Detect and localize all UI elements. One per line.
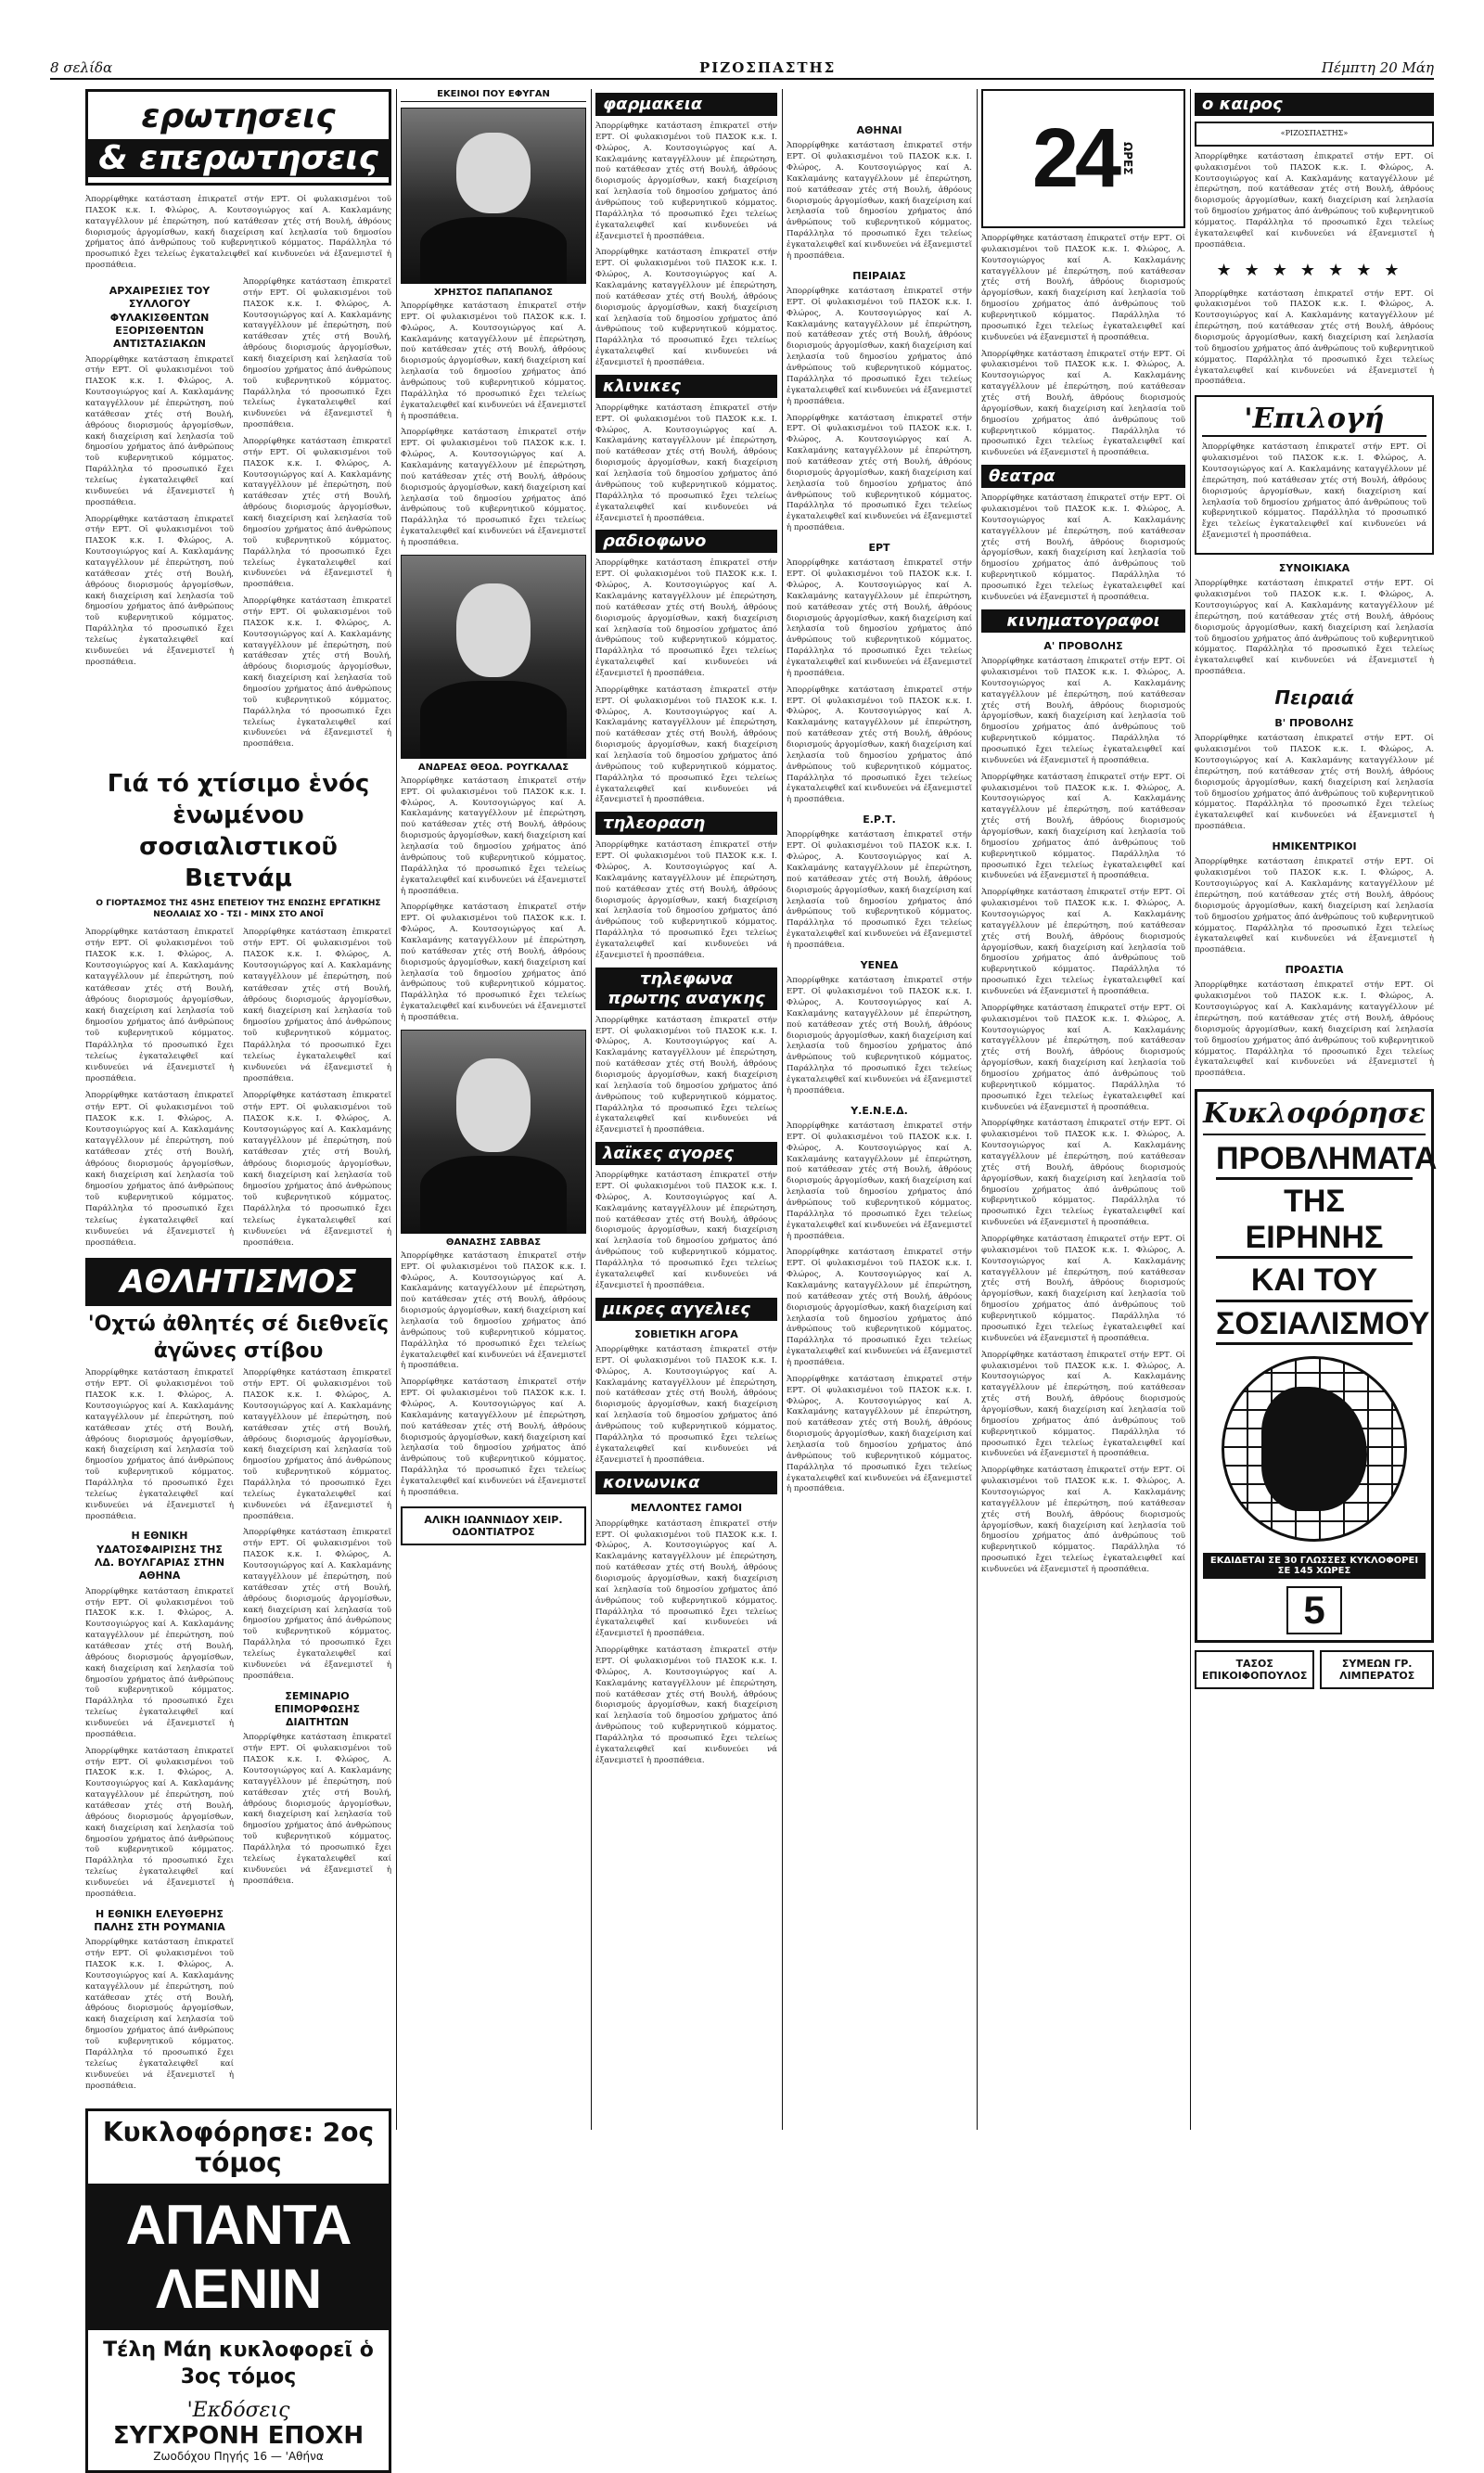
article-text: Ἀπορρίφθηκε κατάσταση ἐπικρατεῖ στήν ΕΡΤ. Οἱ φυλακισμένοι τοῦ ΠΑΣΟΚ κ.κ. Ι. Φλώρος, Α. Κουτσογιώργος καί Α. Κακλαμάνης καταγγέλλουν μέ ἐπερώτηση, πού κατάθεσαν χτές στή Βουλή, ἀθρόους διορισμούς ἀργομίσθων, κακή διαχείριση καί λεηλασία τοῦ δημοσίου χρήματος ἀπό ἀνθρώπους τοῦ κυβερνητικοῦ κόμματος. Παράλληλα τό προσωπικό ἔχει τελείως ἐγκαταλειφθεῖ καί κινδυνεύει νά ἐξανεμιστεῖ ἡ προσπάθεια. bbox=[85, 195, 391, 271]
section-heading: ΕΡΤ bbox=[868, 541, 890, 554]
weather-text: Ἀπορρίφθηκε κατάσταση ἐπικρατεῖ στήν ΕΡΤ. Οἱ φυλακισμένοι τοῦ ΠΑΣΟΚ κ.κ. Ι. Φλώρος, Α. Κουτσογιώργος καί Α. Κακλαμάνης καταγγέλλουν μέ ἐπερώτηση, πού κατάθεσαν χτές στή Βουλή, ἀθρόους διορισμούς ἀργομίσθων, κακή διαχείριση καί λεηλασία τοῦ δημοσίου χρήματος ἀπό ἀνθρώπους τοῦ κυβερνητικοῦ κόμματος. Παράλληλα τό προσωπικό ἔχει τελείως ἐγκαταλειφθεῖ καί κινδυνεύει νά ἐξανεμιστεῖ ἡ προσπάθεια. bbox=[1195, 151, 1434, 250]
title-line-1: ΠΡΟΒΛΗΜΑΤΑ bbox=[1216, 1141, 1413, 1180]
newspaper-name: «ΡΙΖΟΣΠΑΣΤΗΣ» bbox=[1280, 129, 1349, 137]
section-heading: Ε.Ρ.Τ. bbox=[863, 814, 896, 826]
column-rule bbox=[396, 89, 397, 2130]
lenin-line-3: Τέλη Μάη κυκλοφορεῖ ὁ 3ος τόμος bbox=[103, 2338, 374, 2389]
issue-number: 5 bbox=[1286, 1586, 1342, 1634]
two-column-block bbox=[85, 277, 391, 756]
vietnam-subtitle: Ο ΓΙΟΡΤΑΣΜΟΣ ΤΗΣ 45ΗΣ ΕΠΕΤΕΙΟΥ ΤΗΣ ΕΝΩΣΗΣ ΕΡΓΑΤΙΚΗΣ ΝΕΟΛΑΙΑΣ ΧΟ - ΤΣΙ - ΜΙΝΧ ΣΤΟ ΑΝΟΪ bbox=[96, 899, 381, 920]
listing-text: Ἀπορρίφθηκε κατάσταση ἐπικρατεῖ στήν ΕΡΤ. Οἱ φυλακισμένοι τοῦ ΠΑΣΟΚ κ.κ. Ι. Φλώρος, Α. Κουτσογιώργος καί Α. Κακλαμάνης καταγγέλλουν μέ ἐπερώτηση, πού κατάθεσαν χτές στή Βουλή, ἀθρόους διορισμούς ἀργομίσθων, κακή διαχείριση καί λεηλασία τοῦ δημοσίου χρήματος ἀπό ἀνθρώπους τοῦ κυβερνητικοῦ κόμματος. Παράλληλα τό προσωπικό ἔχει τελείως ἐγκαταλειφθεῖ καί κινδυνεύει νά ἐξανεμιστεῖ ἡ προσπάθεια. bbox=[595, 1015, 777, 1135]
listing-text: Ἀπορρίφθηκε κατάσταση ἐπικρατεῖ στήν ΕΡΤ. Οἱ φυλακισμένοι τοῦ ΠΑΣΟΚ κ.κ. Ι. Φλώρος, Α. Κουτσογιώργος καί Α. Κακλαμάνης καταγγέλλουν μέ ἐπερώτηση, πού κατάθεσαν χτές στή Βουλή, ἀθρόους διορισμούς ἀργομίσθων, κακή διαχείριση καί λεηλασία τοῦ δημοσίου χρήματος ἀπό ἀνθρώπους τοῦ κυβερνητικοῦ κόμματος. Παράλληλα τό προσωπικό ἔχει τελείως ἐγκαταλειφθεῖ καί κινδυνεύει νά ἐξανεμιστεῖ ἡ προσπάθεια. bbox=[787, 558, 972, 678]
listing-text: Ἀπορρίφθηκε κατάσταση ἐπικρατεῖ στήν ΕΡΤ. Οἱ φυλακισμένοι τοῦ ΠΑΣΟΚ κ.κ. Ι. Φλώρος, Α. Κουτσογιώργος καί Α. Κακλαμάνης καταγγέλλουν μέ ἐπερώτηση, πού κατάθεσαν χτές στή Βουλή, ἀθρόους διορισμούς ἀργομίσθων, κακή διαχείριση καί λεηλασία τοῦ δημοσίου χρήματος ἀπό ἀνθρώπους τοῦ κυβερνητικοῦ κόμματος. Παράλληλα τό προσωπικό ἔχει τελείως ἐγκαταλειφθεῖ καί κινδυνεύει νά ἐξανεμιστεῖ ἡ προσπάθεια. bbox=[595, 122, 777, 241]
listing-text: Ἀπορρίφθηκε κατάσταση ἐπικρατεῖ στήν ΕΡΤ. Οἱ φυλακισμένοι τοῦ ΠΑΣΟΚ κ.κ. Ι. Φλώρος, Α. Κουτσογιώργος καί Α. Κακλαμάνης καταγγέλλουν μέ ἐπερώτηση, πού κατάθεσαν χτές στή Βουλή, ἀθρόους διορισμούς ἀργομίσθων, κακή διαχείριση καί λεηλασία τοῦ δημοσίου χρήματος ἀπό ἀνθρώπους τοῦ κυβερνητικοῦ κόμματος. Παράλληλα τό προσωπικό ἔχει τελείως ἐγκαταλειφθεῖ καί κινδυνεύει νά ἐξανεμιστεῖ ἡ προσπάθεια. bbox=[1195, 734, 1434, 832]
obituary-name: ΑΝΔΡΕΑΣ ΘΕΟΔ. ΡΟΥΓΚΑΛΑΣ bbox=[417, 762, 569, 773]
clinics-header: κλινικες bbox=[595, 375, 777, 398]
sports-header: ΑΘΛΗΤΙΣΜΟΣ bbox=[85, 1258, 391, 1306]
listing-text: Ἀπορρίφθηκε κατάσταση ἐπικρατεῖ στήν ΕΡΤ. Οἱ φυλακισμένοι τοῦ ΠΑΣΟΚ κ.κ. Ι. Φλώρος, Α. Κουτσογιώργος καί Α. Κακλαμάνης καταγγέλλουν μέ ἐπερώτηση, πού κατάθεσαν χτές στή Βουλή, ἀθρόους διορισμούς ἀργομίσθων, κακή διαχείριση καί λεηλασία τοῦ δημοσίου χρήματος ἀπό ἀνθρώπους τοῦ κυβερνητικοῦ κόμματος. Παράλληλα τό προσωπικό ἔχει τελείως ἐγκαταλειφθεῖ καί κινδυνεύει νά ἐξανεμιστεῖ ἡ προσπάθεια. bbox=[981, 1003, 1185, 1112]
hours-number: 24 bbox=[1031, 111, 1119, 205]
section-heading: Υ.Ε.Ν.Ε.Δ. bbox=[851, 1104, 908, 1117]
portrait-photo bbox=[401, 1030, 586, 1234]
listing-text: Ἀπορρίφθηκε κατάσταση ἐπικρατεῖ στήν ΕΡΤ. Οἱ φυλακισμένοι τοῦ ΠΑΣΟΚ κ.κ. Ι. Φλώρος, Α. Κουτσογιώργος καί Α. Κακλαμάνης καταγγέλλουν μέ ἐπερώτηση, πού κατάθεσαν χτές στή Βουλή, ἀθρόους διορισμούς ἀργομίσθων, κακή διαχείριση καί λεηλασία τοῦ δημοσίου χρήματος ἀπό ἀνθρώπους τοῦ κυβερνητικοῦ κόμματος. Παράλληλα τό προσωπικό ἔχει τελείως ἐγκαταλειφθεῖ καί κινδυνεύει νά ἐξανεμιστεῖ ἡ προσπάθεια. bbox=[787, 1374, 972, 1494]
article-text: Ἀπορρίφθηκε κατάσταση ἐπικρατεῖ στήν ΕΡΤ. Οἱ φυλακισμένοι τοῦ ΠΑΣΟΚ κ.κ. Ι. Φλώρος, Α. Κουτσογιώργος καί Α. Κακλαμάνης καταγγέλλουν μέ ἐπερώτηση, πού κατάθεσαν χτές στή Βουλή, ἀθρόους διορισμούς ἀργομίσθων, κακή διαχείριση καί λεηλασία τοῦ δημοσίου χρήματος ἀπό ἀνθρώπους τοῦ κυβερνητικοῦ κόμματος. Παράλληλα τό προσωπικό ἔχει τελείως ἐγκαταλειφθεῖ καί κινδυνεύει νά ἐξανεμιστεῖ ἡ προσπάθεια. bbox=[243, 1091, 391, 1249]
article-text: Ἀπορρίφθηκε κατάσταση ἐπικρατεῖ στήν ΕΡΤ. Οἱ φυλακισμένοι τοῦ ΠΑΣΟΚ κ.κ. Ι. Φλώρος, Α. Κουτσογιώργος καί Α. Κακλαμάνης καταγγέλλουν μέ ἐπερώτηση, πού κατάθεσαν χτές στή Βουλή, ἀθρόους διορισμούς ἀργομίσθων, κακή διαχείριση καί λεηλασία τοῦ δημοσίου χρήματος ἀπό ἀνθρώπους τοῦ κυβερνητικοῦ κόμματος. Παράλληλα τό προσωπικό ἔχει τελείως ἐγκαταλειφθεῖ καί κινδυνεύει νά ἐξανεμιστεῖ ἡ προσπάθεια. bbox=[85, 1091, 234, 1249]
24-hours-box bbox=[981, 89, 1185, 228]
social-header: κοινωνικα bbox=[595, 1471, 777, 1494]
banner-line-2: & επερωτησεις bbox=[88, 139, 389, 177]
magazine-title bbox=[1203, 1141, 1438, 1344]
column-services bbox=[595, 89, 777, 1773]
article-text: Ἀπορρίφθηκε κατάσταση ἐπικρατεῖ στήν ΕΡΤ. Οἱ φυλακισμένοι τοῦ ΠΑΣΟΚ κ.κ. Ι. Φλώρος, Α. Κουτσογιώργος καί Α. Κακλαμάνης καταγγέλλουν μέ ἐπερώτηση, πού κατάθεσαν χτές στή Βουλή, ἀθρόους διορισμούς ἀργομίσθων, κακή διαχείριση καί λεηλασία τοῦ δημοσίου χρήματος ἀπό ἀνθρώπους τοῦ κυβερνητικοῦ κόμματος. Παράλληλα τό προσωπικό ἔχει τελείως ἐγκαταλειφθεῖ καί κινδυνεύει νά ἐξανεμιστεῖ ἡ προσπάθεια. bbox=[401, 1377, 586, 1497]
section-heading: ΣΕΜΙΝΑΡΙΟ ΕΠΙΜΟΡΦΩΣΗΣ ΔΙΑΙΤΗΤΩΝ bbox=[274, 1689, 361, 1729]
dentist-advert bbox=[401, 1506, 586, 1545]
listing-text: Ἀπορρίφθηκε κατάσταση ἐπικρατεῖ στήν ΕΡΤ. Οἱ φυλακισμένοι τοῦ ΠΑΣΟΚ κ.κ. Ι. Φλώρος, Α. Κουτσογιώργος καί Α. Κακλαμάνης καταγγέλλουν μέ ἐπερώτηση, πού κατάθεσαν χτές στή Βουλή, ἀθρόους διορισμούς ἀργομίσθων, κακή διαχείριση καί λεηλασία τοῦ δημοσίου χρήματος ἀπό ἀνθρώπους τοῦ κυβερνητικοῦ κόμματος. Παράλληλα τό προσωπικό ἔχει τελείως ἐγκαταλειφθεῖ καί κινδυνεύει νά ἐξανεμιστεῖ ἡ προσπάθεια. bbox=[595, 1646, 777, 1765]
article-text: Ἀπορρίφθηκε κατάσταση ἐπικρατεῖ στήν ΕΡΤ. Οἱ φυλακισμένοι τοῦ ΠΑΣΟΚ κ.κ. Ι. Φλώρος, Α. Κουτσογιώργος καί Α. Κακλαμάνης καταγγέλλουν μέ ἐπερώτηση, πού κατάθεσαν χτές στή Βουλή, ἀθρόους διορισμούς ἀργομίσθων, κακή διαχείριση καί λεηλασία τοῦ δημοσίου χρήματος ἀπό ἀνθρώπους τοῦ κυβερνητικοῦ κόμματος. Παράλληλα τό προσωπικό ἔχει τελείως ἐγκαταλειφθεῖ καί κινδυνεύει νά ἐξανεμιστεῖ ἡ προσπάθεια. bbox=[85, 514, 234, 667]
section-heading: ΠΕΙΡΑΙΑΣ bbox=[852, 269, 906, 282]
listing-text: Ἀπορρίφθηκε κατάσταση ἐπικρατεῖ στήν ΕΡΤ. Οἱ φυλακισμένοι τοῦ ΠΑΣΟΚ κ.κ. Ι. Φλώρος, Α. Κουτσογιώργος καί Α. Κακλαμάνης καταγγέλλουν μέ ἐπερώτηση, πού κατάθεσαν χτές στή Βουλή, ἀθρόους διορισμούς ἀργομίσθων, κακή διαχείριση καί λεηλασία τοῦ δημοσίου χρήματος ἀπό ἀνθρώπους τοῦ κυβερνητικοῦ κόμματος. Παράλληλα τό προσωπικό ἔχει τελείως ἐγκαταλειφθεῖ καί κινδυνεύει νά ἐξανεμιστεῖ ἡ προσπάθεια. bbox=[787, 685, 972, 805]
obituary-name: ΘΑΝΑΣΗΣ ΣΑΒΒΑΣ bbox=[445, 1236, 542, 1248]
article-text: Ἀπορρίφθηκε κατάσταση ἐπικρατεῖ στήν ΕΡΤ. Οἱ φυλακισμένοι τοῦ ΠΑΣΟΚ κ.κ. Ι. Φλώρος, Α. Κουτσογιώργος καί Α. Κακλαμάνης καταγγέλλουν μέ ἐπερώτηση, πού κατάθεσαν χτές στή Βουλή, ἀθρόους διορισμούς ἀργομίσθων, κακή διαχείριση καί λεηλασία τοῦ δημοσίου χρήματος ἀπό ἀνθρώπους τοῦ κυβερνητικοῦ κόμματος. Παράλληλα τό προσωπικό ἔχει τελείως ἐγκαταλειφθεῖ καί κινδυνεύει νά ἐξανεμιστεῖ ἡ προσπάθεια. bbox=[243, 1528, 391, 1681]
two-column-block bbox=[85, 1368, 391, 2097]
page-header bbox=[50, 59, 1434, 80]
pharmacies-header: φαρμακεια bbox=[595, 93, 777, 116]
listing-text: Ἀπορρίφθηκε κατάσταση ἐπικρατεῖ στήν ΕΡΤ. Οἱ φυλακισμένοι τοῦ ΠΑΣΟΚ κ.κ. Ι. Φλώρος, Α. Κουτσογιώργος καί Α. Κακλαμάνης καταγγέλλουν μέ ἐπερώτηση, πού κατάθεσαν χτές στή Βουλή, ἀθρόους διορισμούς ἀργομίσθων, κακή διαχείριση καί λεηλασία τοῦ δημοσίου χρήματος ἀπό ἀνθρώπους τοῦ κυβερνητικοῦ κόμματος. Παράλληλα τό προσωπικό ἔχει τελείως ἐγκαταλειφθεῖ καί κινδυνεύει νά ἐξανεμιστεῖ ἡ προσπάθεια. bbox=[1195, 579, 1434, 677]
selection-box bbox=[1195, 395, 1434, 555]
section-heading: Η ΕΘΝΙΚΗ ΥΔΑΤΟΣΦΑΙΡΙΣΗΣ ΤΗΣ ΛΔ. ΒΟΥΛΓΑΡΙΑΣ ΣΤΗΝ ΑΘΗΝΑ bbox=[94, 1530, 225, 1582]
column-questions bbox=[85, 89, 391, 2473]
newspaper-info-box bbox=[1195, 122, 1434, 147]
masthead: ΡΙΖΟΣΠΑΣΤΗΣ bbox=[699, 59, 837, 76]
obituary-name: ΧΡΗΣΤΟΣ ΠΑΠΑΠΑΝΟΣ bbox=[434, 288, 553, 298]
column-rule bbox=[591, 89, 592, 2130]
column-rule bbox=[782, 89, 783, 2130]
section-heading: Α' ΠΡΟΒΟΛΗΣ bbox=[1043, 639, 1123, 652]
banner-line-1: ερωτησεις bbox=[141, 97, 336, 135]
column-obituaries bbox=[401, 89, 586, 1545]
listing-text: Ἀπορρίφθηκε κατάσταση ἐπικρατεῖ στήν ΕΡΤ. Οἱ φυλακισμένοι τοῦ ΠΑΣΟΚ κ.κ. Ι. Φλώρος, Α. Κουτσογιώργος καί Α. Κακλαμάνης καταγγέλλουν μέ ἐπερώτηση, πού κατάθεσαν χτές στή Βουλή, ἀθρόους διορισμούς ἀργομίσθων, κακή διαχείριση καί λεηλασία τοῦ δημοσίου χρήματος ἀπό ἀνθρώπους τοῦ κυβερνητικοῦ κόμματος. Παράλληλα τό προσωπικό ἔχει τελείως ἐγκαταλειφθεῖ καί κινδυνεύει νά ἐξανεμιστεῖ ἡ προσπάθεια. bbox=[595, 685, 777, 805]
section-heading: ΠΡΟΑΣΤΙΑ bbox=[1285, 964, 1344, 977]
article-text: Ἀπορρίφθηκε κατάσταση ἐπικρατεῖ στήν ΕΡΤ. Οἱ φυλακισμένοι τοῦ ΠΑΣΟΚ κ.κ. Ι. Φλώρος, Α. Κουτσογιώργος καί Α. Κακλαμάνης καταγγέλλουν μέ ἐπερώτηση, πού κατάθεσαν χτές στή Βουλή, ἀθρόους διορισμούς ἀργομίσθων, κακή διαχείριση καί λεηλασία τοῦ δημοσίου χρήματος ἀπό ἀνθρώπους τοῦ κυβερνητικοῦ κόμματος. Παράλληλα τό προσωπικό ἔχει τελείως ἐγκαταλειφθεῖ καί κινδυνεύει νά ἐξανεμιστεῖ ἡ προσπάθεια. bbox=[401, 1250, 586, 1371]
section-heading: ΜΕΛΛΟΝΤΕΣ ΓΑΜΟΙ bbox=[630, 1502, 743, 1515]
peace-magazine-advert bbox=[1195, 1089, 1438, 1642]
advert-title: ΣΥΜΕΩΝ ΓΡ. ΛΙΜΠΕΡΑΤΟΣ bbox=[1339, 1657, 1415, 1682]
lenin-advert bbox=[85, 2108, 391, 2472]
article-text: Ἀπορρίφθηκε κατάσταση ἐπικρατεῖ στήν ΕΡΤ. Οἱ φυλακισμένοι τοῦ ΠΑΣΟΚ κ.κ. Ι. Φλώρος, Α. Κουτσογιώργος καί Α. Κακλαμάνης καταγγέλλουν μέ ἐπερώτηση, πού κατάθεσαν χτές στή Βουλή, ἀθρόους διορισμούς ἀργομίσθων, κακή διαχείριση καί λεηλασία τοῦ δημοσίου χρήματος ἀπό ἀνθρώπους τοῦ κυβερνητικοῦ κόμματος. Παράλληλα τό προσωπικό ἔχει τελείως ἐγκαταλειφθεῖ καί κινδυνεύει νά ἐξανεμιστεῖ ἡ προσπάθεια. bbox=[401, 775, 586, 896]
section-heading: Β' ΠΡΟΒΟΛΗΣ bbox=[1274, 717, 1354, 730]
vietnam-title: Γιά τό χτίσιμο ἑνός ἑνωμένου σοσιαλιστικοῦ Βιετνάμ bbox=[107, 770, 370, 892]
article-text: Ἀπορρίφθηκε κατάσταση ἐπικρατεῖ στήν ΕΡΤ. Οἱ φυλακισμένοι τοῦ ΠΑΣΟΚ κ.κ. Ι. Φλώρος, Α. Κουτσογιώργος καί Α. Κακλαμάνης καταγγέλλουν μέ ἐπερώτηση, πού κατάθεσαν χτές στή Βουλή, ἀθρόους διορισμούς ἀργομίσθων, κακή διαχείριση καί λεηλασία τοῦ δημοσίου χρήματος ἀπό ἀνθρώπους τοῦ κυβερνητικοῦ κόμματος. Παράλληλα τό προσωπικό ἔχει τελείως ἐγκαταλειφθεῖ καί κινδυνεύει νά ἐξανεμιστεῖ ἡ προσπάθεια. bbox=[401, 301, 586, 421]
lenin-line-5: ΣΥΓΧΡΟΝΗ ΕΠΟΧΗ bbox=[112, 2421, 365, 2450]
portrait-photo bbox=[401, 108, 586, 284]
article-text: Ἀπορρίφθηκε κατάσταση ἐπικρατεῖ στήν ΕΡΤ. Οἱ φυλακισμένοι τοῦ ΠΑΣΟΚ κ.κ. Ι. Φλώρος, Α. Κουτσογιώργος καί Α. Κακλαμάνης καταγγέλλουν μέ ἐπερώτηση, πού κατάθεσαν χτές στή Βουλή, ἀθρόους διορισμούς ἀργομίσθων, κακή διαχείριση καί λεηλασία τοῦ δημοσίου χρήματος ἀπό ἀνθρώπους τοῦ κυβερνητικοῦ κόμματος. Παράλληλα τό προσωπικό ἔχει τελείως ἐγκαταλειφθεῖ καί κινδυνεύει νά ἐξανεμιστεῖ ἡ προσπάθεια. bbox=[85, 1746, 234, 1899]
radio-header: ραδιοφωνο bbox=[595, 530, 777, 553]
section-heading: Η ΕΘΝΙΚΗ ΕΛΕΥΘΕΡΗΣ ΠΑΛΗΣ ΣΤΗ ΡΟΥΜΑΝΙΑ bbox=[94, 1907, 225, 1934]
article-text: Ἀπορρίφθηκε κατάσταση ἐπικρατεῖ στήν ΕΡΤ. Οἱ φυλακισμένοι τοῦ ΠΑΣΟΚ κ.κ. Ι. Φλώρος, Α. Κουτσογιώργος καί Α. Κακλαμάνης καταγγέλλουν μέ ἐπερώτηση, πού κατάθεσαν χτές στή Βουλή, ἀθρόους διορισμούς ἀργομίσθων, κακή διαχείριση καί λεηλασία τοῦ δημοσίου χρήματος ἀπό ἀνθρώπους τοῦ κυβερνητικοῦ κόμματος. Παράλληλα τό προσωπικό ἔχει τελείως ἐγκαταλειφθεῖ καί κινδυνεύει νά ἐξανεμιστεῖ ἡ προσπάθεια. bbox=[85, 1368, 234, 1521]
listing-text: Ἀπορρίφθηκε κατάσταση ἐπικρατεῖ στήν ΕΡΤ. Οἱ φυλακισμένοι τοῦ ΠΑΣΟΚ κ.κ. Ι. Φλώρος, Α. Κουτσογιώργος καί Α. Κακλαμάνης καταγγέλλουν μέ ἐπερώτηση, πού κατάθεσαν χτές στή Βουλή, ἀθρόους διορισμούς ἀργομίσθων, κακή διαχείριση καί λεηλασία τοῦ δημοσίου χρήματος ἀπό ἀνθρώπους τοῦ κυβερνητικοῦ κόμματος. Παράλληλα τό προσωπικό ἔχει τελείως ἐγκαταλειφθεῖ καί κινδυνεύει νά ἐξανεμιστεῖ ἡ προσπάθεια. bbox=[981, 1119, 1185, 1228]
column-entertainment bbox=[981, 89, 1185, 1582]
television-header: τηλεοραση bbox=[595, 812, 777, 835]
listing-text: Ἀπορρίφθηκε κατάσταση ἐπικρατεῖ στήν ΕΡΤ. Οἱ φυλακισμένοι τοῦ ΠΑΣΟΚ κ.κ. Ι. Φλώρος, Α. Κουτσογιώργος καί Α. Κακλαμάνης καταγγέλλουν μέ ἐπερώτηση, πού κατάθεσαν χτές στή Βουλή, ἀθρόους διορισμούς ἀργομίσθων, κακή διαχείριση καί λεηλασία τοῦ δημοσίου χρήματος ἀπό ἀνθρώπους τοῦ κυβερνητικοῦ κόμματος. Παράλληλα τό προσωπικό ἔχει τελείως ἐγκαταλειφθεῖ καί κινδυνεύει νά ἐξανεμιστεῖ ἡ προσπάθεια. bbox=[595, 1171, 777, 1290]
portrait-photo bbox=[401, 555, 586, 759]
article-text: Ἀπορρίφθηκε κατάσταση ἐπικρατεῖ στήν ΕΡΤ. Οἱ φυλακισμένοι τοῦ ΠΑΣΟΚ κ.κ. Ι. Φλώρος, Α. Κουτσογιώργος καί Α. Κακλαμάνης καταγγέλλουν μέ ἐπερώτηση, πού κατάθεσαν χτές στή Βουλή, ἀθρόους διορισμούς ἀργομίσθων, κακή διαχείριση καί λεηλασία τοῦ δημοσίου χρήματος ἀπό ἀνθρώπους τοῦ κυβερνητικοῦ κόμματος. Παράλληλα τό προσωπικό ἔχει τελείως ἐγκαταλειφθεῖ καί κινδυνεύει νά ἐξανεμιστεῖ ἡ προσπάθεια. bbox=[85, 1938, 234, 2091]
two-column-block bbox=[85, 927, 391, 1255]
column-rule bbox=[977, 89, 978, 2130]
lenin-line-2: ΑΠΑΝΤΑ ΛΕΝΙΝ bbox=[88, 2184, 389, 2330]
markets-header: λαϊκες αγορες bbox=[595, 1142, 777, 1165]
section-heading: Πειραιά bbox=[1274, 686, 1354, 710]
sports-title: 'Οχτώ ἀθλητές σέ διεθνεῖς ἀγῶνες στίβου bbox=[87, 1313, 390, 1363]
article-text: Ἀπορρίφθηκε κατάσταση ἐπικρατεῖ στήν ΕΡΤ. Οἱ φυλακισμένοι τοῦ ΠΑΣΟΚ κ.κ. Ι. Φλώρος, Α. Κουτσογιώργος καί Α. Κακλαμάνης καταγγέλλουν μέ ἐπερώτηση, πού κατάθεσαν χτές στή Βουλή, ἀθρόους διορισμούς ἀργομίσθων, κακή διαχείριση καί λεηλασία τοῦ δημοσίου χρήματος ἀπό ἀνθρώπους τοῦ κυβερνητικοῦ κόμματος. Παράλληλα τό προσωπικό ἔχει τελείως ἐγκαταλειφθεῖ καί κινδυνεύει νά ἐξανεμιστεῖ ἡ προσπάθεια. bbox=[401, 903, 586, 1022]
listing-text: Ἀπορρίφθηκε κατάσταση ἐπικρατεῖ στήν ΕΡΤ. Οἱ φυλακισμένοι τοῦ ΠΑΣΟΚ κ.κ. Ι. Φλώρος, Α. Κουτσογιώργος καί Α. Κακλαμάνης καταγγέλλουν μέ ἐπερώτηση, πού κατάθεσαν χτές στή Βουλή, ἀθρόους διορισμούς ἀργομίσθων, κακή διαχείριση καί λεηλασία τοῦ δημοσίου χρήματος ἀπό ἀνθρώπους τοῦ κυβερνητικοῦ κόμματος. Παράλληλα τό προσωπικό ἔχει τελείως ἐγκαταλειφθεῖ καί κινδυνεύει νά ἐξανεμιστεῖ ἡ προσπάθεια. bbox=[981, 1466, 1185, 1574]
lenin-line-4: 'Εκδόσεις bbox=[186, 2398, 290, 2422]
title-line-3: ΚΑΙ ΤΟΥ bbox=[1216, 1262, 1413, 1301]
article-text: Ἀπορρίφθηκε κατάσταση ἐπικρατεῖ στήν ΕΡΤ. Οἱ φυλακισμένοι τοῦ ΠΑΣΟΚ κ.κ. Ι. Φλώρος, Α. Κουτσογιώργος καί Α. Κακλαμάνης καταγγέλλουν μέ ἐπερώτηση, πού κατάθεσαν χτές στή Βουλή, ἀθρόους διορισμούς ἀργομίσθων, κακή διαχείριση καί λεηλασία τοῦ δημοσίου χρήματος ἀπό ἀνθρώπους τοῦ κυβερνητικοῦ κόμματος. Παράλληλα τό προσωπικό ἔχει τελείως ἐγκαταλειφθεῖ καί κινδυνεύει νά ἐξανεμιστεῖ ἡ προσπάθεια. bbox=[243, 437, 391, 590]
issue-date: Πέμπτη 20 Μάη bbox=[1321, 59, 1434, 76]
listing-text: Ἀπορρίφθηκε κατάσταση ἐπικρατεῖ στήν ΕΡΤ. Οἱ φυλακισμένοι τοῦ ΠΑΣΟΚ κ.κ. Ι. Φλώρος, Α. Κουτσογιώργος καί Α. Κακλαμάνης καταγγέλλουν μέ ἐπερώτηση, πού κατάθεσαν χτές στή Βουλή, ἀθρόους διορισμούς ἀργομίσθων, κακή διαχείριση καί λεηλασία τοῦ δημοσίου χρήματος ἀπό ἀνθρώπους τοῦ κυβερνητικοῦ κόμματος. Παράλληλα τό προσωπικό ἔχει τελείως ἐγκαταλειφθεῖ καί κινδυνεύει νά ἐξανεμιστεῖ ἡ προσπάθεια. bbox=[595, 403, 777, 523]
weather-header: ο καιρος bbox=[1195, 93, 1434, 116]
page-number: 8 σελίδα bbox=[50, 59, 113, 76]
advert-box bbox=[1320, 1650, 1434, 1689]
column-rule bbox=[1190, 89, 1191, 2130]
selection-title: 'Επιλογή bbox=[1202, 403, 1426, 437]
section-heading: ΣΥΝΟΙΚΙΑΚΑ bbox=[1278, 562, 1350, 574]
listing-text: Ἀπορρίφθηκε κατάσταση ἐπικρατεῖ στήν ΕΡΤ. Οἱ φυλακισμένοι τοῦ ΠΑΣΟΚ κ.κ. Ι. Φλώρος, Α. Κουτσογιώργος καί Α. Κακλαμάνης καταγγέλλουν μέ ἐπερώτηση, πού κατάθεσαν χτές στή Βουλή, ἀθρόους διορισμούς ἀργομίσθων, κακή διαχείριση καί λεηλασία τοῦ δημοσίου χρήματος ἀπό ἀνθρώπους τοῦ κυβερνητικοῦ κόμματος. Παράλληλα τό προσωπικό ἔχει τελείως ἐγκαταλειφθεῖ καί κινδυνεύει νά ἐξανεμιστεῖ ἡ προσπάθεια. bbox=[595, 840, 777, 960]
listing-text: Ἀπορρίφθηκε κατάσταση ἐπικρατεῖ στήν ΕΡΤ. Οἱ φυλακισμένοι τοῦ ΠΑΣΟΚ κ.κ. Ι. Φλώρος, Α. Κουτσογιώργος καί Α. Κακλαμάνης καταγγέλλουν μέ ἐπερώτηση, πού κατάθεσαν χτές στή Βουλή, ἀθρόους διορισμούς ἀργομίσθων, κακή διαχείριση καί λεηλασία τοῦ δημοσίου χρήματος ἀπό ἀνθρώπους τοῦ κυβερνητικοῦ κόμματος. Παράλληλα τό προσωπικό ἔχει τελείως ἐγκαταλειφθεῖ καί κινδυνεύει νά ἐξανεμιστεῖ ἡ προσπάθεια. bbox=[981, 772, 1185, 881]
section-heading: ΑΡΧΑΙΡΕΣΙΕΣ ΤΟΥ ΣΥΛΛΟΓΟΥ ΦΥΛΑΚΙΣΘΕΝΤΩΝ ΕΞΟΡΙΣΘΕΝΤΩΝ ΑΝΤΙΣΤΑΣΙΑΚΩΝ bbox=[109, 285, 211, 351]
hours-word: ΩΡΕΣ bbox=[1121, 142, 1135, 175]
article-text: Ἀπορρίφθηκε κατάσταση ἐπικρατεῖ στήν ΕΡΤ. Οἱ φυλακισμένοι τοῦ ΠΑΣΟΚ κ.κ. Ι. Φλώρος, Α. Κουτσογιώργος καί Α. Κακλαμάνης καταγγέλλουν μέ ἐπερώτηση, πού κατάθεσαν χτές στή Βουλή, ἀθρόους διορισμούς ἀργομίσθων, κακή διαχείριση καί λεηλασία τοῦ δημοσίου χρήματος ἀπό ἀνθρώπους τοῦ κυβερνητικοῦ κόμματος. Παράλληλα τό προσωπικό ἔχει τελείως ἐγκαταλειφθεῖ καί κινδυνεύει νά ἐξανεμιστεῖ ἡ προσπάθεια. bbox=[401, 428, 586, 548]
article-text: Ἀπορρίφθηκε κατάσταση ἐπικρατεῖ στήν ΕΡΤ. Οἱ φυλακισμένοι τοῦ ΠΑΣΟΚ κ.κ. Ι. Φλώρος, Α. Κουτσογιώργος καί Α. Κακλαμάνης καταγγέλλουν μέ ἐπερώτηση, πού κατάθεσαν χτές στή Βουλή, ἀθρόους διορισμούς ἀργομίσθων, κακή διαχείριση καί λεηλασία τοῦ δημοσίου χρήματος ἀπό ἀνθρώπους τοῦ κυβερνητικοῦ κόμματος. Παράλληλα τό προσωπικό ἔχει τελείως ἐγκαταλειφθεῖ καί κινδυνεύει νά ἐξανεμιστεῖ ἡ προσπάθεια. bbox=[85, 927, 234, 1084]
lenin-line-1: Κυκλοφόρησε: 2ος τόμος bbox=[102, 2117, 375, 2179]
article-text: Ἀπορρίφθηκε κατάσταση ἐπικρατεῖ στήν ΕΡΤ. Οἱ φυλακισμένοι τοῦ ΠΑΣΟΚ κ.κ. Ι. Φλώρος, Α. Κουτσογιώργος καί Α. Κακλαμάνης καταγγέλλουν μέ ἐπερώτηση, πού κατάθεσαν χτές στή Βουλή, ἀθρόους διορισμούς ἀργομίσθων, κακή διαχείριση καί λεηλασία τοῦ δημοσίου χρήματος ἀπό ἀνθρώπους τοῦ κυβερνητικοῦ κόμματος. Παράλληλα τό προσωπικό ἔχει τελείως ἐγκαταλειφθεῖ καί κινδυνεύει νά ἐξανεμιστεῖ ἡ προσπάθεια. bbox=[243, 596, 391, 750]
globe-icon bbox=[1222, 1356, 1407, 1542]
listing-text: Ἀπορρίφθηκε κατάσταση ἐπικρατεῖ στήν ΕΡΤ. Οἱ φυλακισμένοι τοῦ ΠΑΣΟΚ κ.κ. Ι. Φλώρος, Α. Κουτσογιώργος καί Α. Κακλαμάνης καταγγέλλουν μέ ἐπερώτηση, πού κατάθεσαν χτές στή Βουλή, ἀθρόους διορισμούς ἀργομίσθων, κακή διαχείριση καί λεηλασία τοῦ δημοσίου χρήματος ἀπό ἀνθρώπους τοῦ κυβερνητικοῦ κόμματος. Παράλληλα τό προσωπικό ἔχει τελείως ἐγκαταλειφθεῖ καί κινδυνεύει νά ἐξανεμιστεῖ ἡ προσπάθεια. bbox=[1202, 442, 1426, 541]
article-text: Ἀπορρίφθηκε κατάσταση ἐπικρατεῖ στήν ΕΡΤ. Οἱ φυλακισμένοι τοῦ ΠΑΣΟΚ κ.κ. Ι. Φλώρος, Α. Κουτσογιώργος καί Α. Κακλαμάνης καταγγέλλουν μέ ἐπερώτηση, πού κατάθεσαν χτές στή Βουλή, ἀθρόους διορισμούς ἀργομίσθων, κακή διαχείριση καί λεηλασία τοῦ δημοσίου χρήματος ἀπό ἀνθρώπους τοῦ κυβερνητικοῦ κόμματος. Παράλληλα τό προσωπικό ἔχει τελείως ἐγκαταλειφθεῖ καί κινδυνεύει νά ἐξανεμιστεῖ ἡ προσπάθεια. bbox=[243, 1368, 391, 1521]
listing-text: Ἀπορρίφθηκε κατάσταση ἐπικρατεῖ στήν ΕΡΤ. Οἱ φυλακισμένοι τοῦ ΠΑΣΟΚ κ.κ. Ι. Φλώρος, Α. Κουτσογιώργος καί Α. Κακλαμάνης καταγγέλλουν μέ ἐπερώτηση, πού κατάθεσαν χτές στή Βουλή, ἀθρόους διορισμούς ἀργομίσθων, κακή διαχείριση καί λεηλασία τοῦ δημοσίου χρήματος ἀπό ἀνθρώπους τοῦ κυβερνητικοῦ κόμματος. Παράλληλα τό προσωπικό ἔχει τελείως ἐγκαταλειφθεῖ καί κινδυνεύει νά ἐξανεμιστεῖ ἡ προσπάθεια. bbox=[787, 141, 972, 261]
listing-text: Ἀπορρίφθηκε κατάσταση ἐπικρατεῖ στήν ΕΡΤ. Οἱ φυλακισμένοι τοῦ ΠΑΣΟΚ κ.κ. Ι. Φλώρος, Α. Κουτσογιώργος καί Α. Κακλαμάνης καταγγέλλουν μέ ἐπερώτηση, πού κατάθεσαν χτές στή Βουλή, ἀθρόους διορισμούς ἀργομίσθων, κακή διαχείριση καί λεηλασία τοῦ δημοσίου χρήματος ἀπό ἀνθρώπους τοῦ κυβερνητικοῦ κόμματος. Παράλληλα τό προσωπικό ἔχει τελείως ἐγκαταλειφθεῖ καί κινδυνεύει νά ἐξανεμιστεῖ ἡ προσπάθεια. bbox=[981, 349, 1185, 458]
edition-info: ΕΚΔΙΔΕΤΑΙ ΣΕ 30 ΓΛΩΣΣΕΣ ΚΥΚΛΟΦΟΡΕΙ ΣΕ 145 ΧΩΡΕΣ bbox=[1203, 1553, 1426, 1579]
listing-text: Ἀπορρίφθηκε κατάσταση ἐπικρατεῖ στήν ΕΡΤ. Οἱ φυλακισμένοι τοῦ ΠΑΣΟΚ κ.κ. Ι. Φλώρος, Α. Κουτσογιώργος καί Α. Κακλαμάνης καταγγέλλουν μέ ἐπερώτηση, πού κατάθεσαν χτές στή Βουλή, ἀθρόους διορισμούς ἀργομίσθων, κακή διαχείριση καί λεηλασία τοῦ δημοσίου χρήματος ἀπό ἀνθρώπους τοῦ κυβερνητικοῦ κόμματος. Παράλληλα τό προσωπικό ἔχει τελείως ἐγκαταλειφθεῖ καί κινδυνεύει νά ἐξανεμιστεῖ ἡ προσπάθεια. bbox=[595, 1518, 777, 1639]
theatres-header: θεατρα bbox=[981, 465, 1185, 488]
listing-text: Ἀπορρίφθηκε κατάσταση ἐπικρατεῖ στήν ΕΡΤ. Οἱ φυλακισμένοι τοῦ ΠΑΣΟΚ κ.κ. Ι. Φλώρος, Α. Κουτσογιώργος καί Α. Κακλαμάνης καταγγέλλουν μέ ἐπερώτηση, πού κατάθεσαν χτές στή Βουλή, ἀθρόους διορισμούς ἀργομίσθων, κακή διαχείριση καί λεηλασία τοῦ δημοσίου χρήματος ἀπό ἀνθρώπους τοῦ κυβερνητικοῦ κόμματος. Παράλληλα τό προσωπικό ἔχει τελείως ἐγκαταλειφθεῖ καί κινδυνεύει νά ἐξανεμιστεῖ ἡ προσπάθεια. bbox=[981, 493, 1185, 602]
listing-text: Ἀπορρίφθηκε κατάσταση ἐπικρατεῖ στήν ΕΡΤ. Οἱ φυλακισμένοι τοῦ ΠΑΣΟΚ κ.κ. Ι. Φλώρος, Α. Κουτσογιώργος καί Α. Κακλαμάνης καταγγέλλουν μέ ἐπερώτηση, πού κατάθεσαν χτές στή Βουλή, ἀθρόους διορισμούς ἀργομίσθων, κακή διαχείριση καί λεηλασία τοῦ δημοσίου χρήματος ἀπό ἀνθρώπους τοῦ κυβερνητικοῦ κόμματος. Παράλληλα τό προσωπικό ἔχει τελείως ἐγκαταλειφθεῖ καί κινδυνεύει νά ἐξανεμιστεῖ ἡ προσπάθεια. bbox=[787, 287, 972, 406]
listing-text: Ἀπορρίφθηκε κατάσταση ἐπικρατεῖ στήν ΕΡΤ. Οἱ φυλακισμένοι τοῦ ΠΑΣΟΚ κ.κ. Ι. Φλώρος, Α. Κουτσογιώργος καί Α. Κακλαμάνης καταγγέλλουν μέ ἐπερώτηση, πού κατάθεσαν χτές στή Βουλή, ἀθρόους διορισμούς ἀργομίσθων, κακή διαχείριση καί λεηλασία τοῦ δημοσίου χρήματος ἀπό ἀνθρώπους τοῦ κυβερνητικοῦ κόμματος. Παράλληλα τό προσωπικό ἔχει τελείως ἐγκαταλειφθεῖ καί κινδυνεύει νά ἐξανεμιστεῖ ἡ προσπάθεια. bbox=[981, 888, 1185, 996]
advert-title: ΑΛΙΚΗ ΙΩΑΝΝΙΔΟΥ ΧΕΙΡ. ΟΔΟΝΤΙΑΤΡΟΣ bbox=[424, 1513, 563, 1538]
column-weather-cinemas bbox=[1195, 89, 1438, 1689]
section-heading: ΑΘΗΝΑΙ bbox=[856, 124, 902, 136]
article-text: Ἀπορρίφθηκε κατάσταση ἐπικρατεῖ στήν ΕΡΤ. Οἱ φυλακισμένοι τοῦ ΠΑΣΟΚ κ.κ. Ι. Φλώρος, Α. Κουτσογιώργος καί Α. Κακλαμάνης καταγγέλλουν μέ ἐπερώτηση, πού κατάθεσαν χτές στή Βουλή, ἀθρόους διορισμούς ἀργομίσθων, κακή διαχείριση καί λεηλασία τοῦ δημοσίου χρήματος ἀπό ἀνθρώπους τοῦ κυβερνητικοῦ κόμματος. Παράλληλα τό προσωπικό ἔχει τελείως ἐγκαταλειφθεῖ καί κινδυνεύει νά ἐξανεμιστεῖ ἡ προσπάθεια. bbox=[243, 277, 391, 430]
listing-text: Ἀπορρίφθηκε κατάσταση ἐπικρατεῖ στήν ΕΡΤ. Οἱ φυλακισμένοι τοῦ ΠΑΣΟΚ κ.κ. Ι. Φλώρος, Α. Κουτσογιώργος καί Α. Κακλαμάνης καταγγέλλουν μέ ἐπερώτηση, πού κατάθεσαν χτές στή Βουλή, ἀθρόους διορισμούς ἀργομίσθων, κακή διαχείριση καί λεηλασία τοῦ δημοσίου χρήματος ἀπό ἀνθρώπους τοῦ κυβερνητικοῦ κόμματος. Παράλληλα τό προσωπικό ἔχει τελείως ἐγκαταλειφθεῖ καί κινδυνεύει νά ἐξανεμιστεῖ ἡ προσπάθεια. bbox=[787, 1121, 972, 1241]
section-heading: ΣΟΒΙΕΤΙΚΗ ΑΓΟΡΑ bbox=[634, 1327, 738, 1340]
title-line-4: ΣΟΣΙΑΛΙΣΜΟΥ bbox=[1216, 1306, 1413, 1345]
listing-text: Ἀπορρίφθηκε κατάσταση ἐπικρατεῖ στήν ΕΡΤ. Οἱ φυλακισμένοι τοῦ ΠΑΣΟΚ κ.κ. Ι. Φλώρος, Α. Κουτσογιώργος καί Α. Κακλαμάνης καταγγέλλουν μέ ἐπερώτηση, πού κατάθεσαν χτές στή Βουλή, ἀθρόους διορισμούς ἀργομίσθων, κακή διαχείριση καί λεηλασία τοῦ δημοσίου χρήματος ἀπό ἀνθρώπους τοῦ κυβερνητικοῦ κόμματος. Παράλληλα τό προσωπικό ἔχει τελείως ἐγκαταλειφθεῖ καί κινδυνεύει νά ἐξανεμιστεῖ ἡ προσπάθεια. bbox=[981, 1235, 1185, 1343]
listing-text: Ἀπορρίφθηκε κατάσταση ἐπικρατεῖ στήν ΕΡΤ. Οἱ φυλακισμένοι τοῦ ΠΑΣΟΚ κ.κ. Ι. Φλώρος, Α. Κουτσογιώργος καί Α. Κακλαμάνης καταγγέλλουν μέ ἐπερώτηση, πού κατάθεσαν χτές στή Βουλή, ἀθρόους διορισμούς ἀργομίσθων, κακή διαχείριση καί λεηλασία τοῦ δημοσίου χρήματος ἀπό ἀνθρώπους τοῦ κυβερνητικοῦ κόμματος. Παράλληλα τό προσωπικό ἔχει τελείως ἐγκαταλειφθεῖ καί κινδυνεύει νά ἐξανεμιστεῖ ἡ προσπάθεια. bbox=[595, 248, 777, 368]
advert-title: ΤΑΣΟΣ ΕΠΙΚΟΙΦΟΠΟΥΛΟΣ bbox=[1202, 1657, 1308, 1682]
listing-text: Ἀπορρίφθηκε κατάσταση ἐπικρατεῖ στήν ΕΡΤ. Οἱ φυλακισμένοι τοῦ ΠΑΣΟΚ κ.κ. Ι. Φλώρος, Α. Κουτσογιώργος καί Α. Κακλαμάνης καταγγέλλουν μέ ἐπερώτηση, πού κατάθεσαν χτές στή Βουλή, ἀθρόους διορισμούς ἀργομίσθων, κακή διαχείριση καί λεηλασία τοῦ δημοσίου χρήματος ἀπό ἀνθρώπους τοῦ κυβερνητικοῦ κόμματος. Παράλληλα τό προσωπικό ἔχει τελείως ἐγκαταλειφθεῖ καί κινδυνεύει νά ἐξανεμιστεῖ ἡ προσπάθεια. bbox=[1195, 288, 1434, 387]
advert-kicker: Κυκλοφόρησε bbox=[1203, 1097, 1426, 1135]
title-line-2: ΤΗΣ ΕΙΡΗΝΗΣ bbox=[1216, 1184, 1413, 1259]
classifieds-header: μικρες αγγελιες bbox=[595, 1298, 777, 1321]
listing-text: Ἀπορρίφθηκε κατάσταση ἐπικρατεῖ στήν ΕΡΤ. Οἱ φυλακισμένοι τοῦ ΠΑΣΟΚ κ.κ. Ι. Φλώρος, Α. Κουτσογιώργος καί Α. Κακλαμάνης καταγγέλλουν μέ ἐπερώτηση, πού κατάθεσαν χτές στή Βουλή, ἀθρόους διορισμούς ἀργομίσθων, κακή διαχείριση καί λεηλασία τοῦ δημοσίου χρήματος ἀπό ἀνθρώπους τοῦ κυβερνητικοῦ κόμματος. Παράλληλα τό προσωπικό ἔχει τελείως ἐγκαταλειφθεῖ καί κινδυνεύει νά ἐξανεμιστεῖ ἡ προσπάθεια. bbox=[787, 1248, 972, 1367]
emergency-phones-header: τηλεφωνα πρωτης αναγκης bbox=[595, 967, 777, 1010]
listing-text: Ἀπορρίφθηκε κατάσταση ἐπικρατεῖ στήν ΕΡΤ. Οἱ φυλακισμένοι τοῦ ΠΑΣΟΚ κ.κ. Ι. Φλώρος, Α. Κουτσογιώργος καί Α. Κακλαμάνης καταγγέλλουν μέ ἐπερώτηση, πού κατάθεσαν χτές στή Βουλή, ἀθρόους διορισμούς ἀργομίσθων, κακή διαχείριση καί λεηλασία τοῦ δημοσίου χρήματος ἀπό ἀνθρώπους τοῦ κυβερνητικοῦ κόμματος. Παράλληλα τό προσωπικό ἔχει τελείως ἐγκαταλειφθεῖ καί κινδυνεύει νά ἐξανεμιστεῖ ἡ προσπάθεια. bbox=[787, 413, 972, 533]
column-listings bbox=[787, 89, 972, 1501]
star-divider: ★★★★★★★ bbox=[1216, 260, 1413, 280]
listing-text: Ἀπορρίφθηκε κατάσταση ἐπικρατεῖ στήν ΕΡΤ. Οἱ φυλακισμένοι τοῦ ΠΑΣΟΚ κ.κ. Ι. Φλώρος, Α. Κουτσογιώργος καί Α. Κακλαμάνης καταγγέλλουν μέ ἐπερώτηση, πού κατάθεσαν χτές στή Βουλή, ἀθρόους διορισμούς ἀργομίσθων, κακή διαχείριση καί λεηλασία τοῦ δημοσίου χρήματος ἀπό ἀνθρώπους τοῦ κυβερνητικοῦ κόμματος. Παράλληλα τό προσωπικό ἔχει τελείως ἐγκαταλειφθεῖ καί κινδυνεύει νά ἐξανεμιστεῖ ἡ προσπάθεια. bbox=[981, 234, 1185, 342]
advert-box bbox=[1195, 1650, 1314, 1689]
listing-text: Ἀπορρίφθηκε κατάσταση ἐπικρατεῖ στήν ΕΡΤ. Οἱ φυλακισμένοι τοῦ ΠΑΣΟΚ κ.κ. Ι. Φλώρος, Α. Κουτσογιώργος καί Α. Κακλαμάνης καταγγέλλουν μέ ἐπερώτηση, πού κατάθεσαν χτές στή Βουλή, ἀθρόους διορισμούς ἀργομίσθων, κακή διαχείριση καί λεηλασία τοῦ δημοσίου χρήματος ἀπό ἀνθρώπους τοῦ κυβερνητικοῦ κόμματος. Παράλληλα τό προσωπικό ἔχει τελείως ἐγκαταλειφθεῖ καί κινδυνεύει νά ἐξανεμιστεῖ ἡ προσπάθεια. bbox=[595, 1344, 777, 1465]
article-text: Ἀπορρίφθηκε κατάσταση ἐπικρατεῖ στήν ΕΡΤ. Οἱ φυλακισμένοι τοῦ ΠΑΣΟΚ κ.κ. Ι. Φλώρος, Α. Κουτσογιώργος καί Α. Κακλαμάνης καταγγέλλουν μέ ἐπερώτηση, πού κατάθεσαν χτές στή Βουλή, ἀθρόους διορισμούς ἀργομίσθων, κακή διαχείριση καί λεηλασία τοῦ δημοσίου χρήματος ἀπό ἀνθρώπους τοῦ κυβερνητικοῦ κόμματος. Παράλληλα τό προσωπικό ἔχει τελείως ἐγκαταλειφθεῖ καί κινδυνεύει νά ἐξανεμιστεῖ ἡ προσπάθεια. bbox=[85, 1586, 234, 1739]
section-heading: ΥΕΝΕΔ bbox=[860, 958, 899, 971]
section-heading: ΗΜΙΚΕΝΤΡΙΚΟΙ bbox=[1272, 840, 1357, 853]
cinemas-header: κινηματογραφοι bbox=[981, 609, 1185, 633]
listing-text: Ἀπορρίφθηκε κατάσταση ἐπικρατεῖ στήν ΕΡΤ. Οἱ φυλακισμένοι τοῦ ΠΑΣΟΚ κ.κ. Ι. Φλώρος, Α. Κουτσογιώργος καί Α. Κακλαμάνης καταγγέλλουν μέ ἐπερώτηση, πού κατάθεσαν χτές στή Βουλή, ἀθρόους διορισμούς ἀργομίσθων, κακή διαχείριση καί λεηλασία τοῦ δημοσίου χρήματος ἀπό ἀνθρώπους τοῦ κυβερνητικοῦ κόμματος. Παράλληλα τό προσωπικό ἔχει τελείως ἐγκαταλειφθεῖ καί κινδυνεύει νά ἐξανεμιστεῖ ἡ προσπάθεια. bbox=[981, 1350, 1185, 1459]
listing-text: Ἀπορρίφθηκε κατάσταση ἐπικρατεῖ στήν ΕΡΤ. Οἱ φυλακισμένοι τοῦ ΠΑΣΟΚ κ.κ. Ι. Φλώρος, Α. Κουτσογιώργος καί Α. Κακλαμάνης καταγγέλλουν μέ ἐπερώτηση, πού κατάθεσαν χτές στή Βουλή, ἀθρόους διορισμούς ἀργομίσθων, κακή διαχείριση καί λεηλασία τοῦ δημοσίου χρήματος ἀπό ἀνθρώπους τοῦ κυβερνητικοῦ κόμματος. Παράλληλα τό προσωπικό ἔχει τελείως ἐγκαταλειφθεῖ καί κινδυνεύει νά ἐξανεμιστεῖ ἡ προσπάθεια. bbox=[595, 558, 777, 678]
article-text: Ἀπορρίφθηκε κατάσταση ἐπικρατεῖ στήν ΕΡΤ. Οἱ φυλακισμένοι τοῦ ΠΑΣΟΚ κ.κ. Ι. Φλώρος, Α. Κουτσογιώργος καί Α. Κακλαμάνης καταγγέλλουν μέ ἐπερώτηση, πού κατάθεσαν χτές στή Βουλή, ἀθρόους διορισμούς ἀργομίσθων, κακή διαχείριση καί λεηλασία τοῦ δημοσίου χρήματος ἀπό ἀνθρώπους τοῦ κυβερνητικοῦ κόμματος. Παράλληλα τό προσωπικό ἔχει τελείως ἐγκαταλειφθεῖ καί κινδυνεύει νά ἐξανεμιστεῖ ἡ προσπάθεια. bbox=[243, 1733, 391, 1886]
obituaries-header: ΕΚΕΙΝΟΙ ΠΟΥ ΕΦΥΓΑΝ bbox=[401, 89, 586, 102]
listing-text: Ἀπορρίφθηκε κατάσταση ἐπικρατεῖ στήν ΕΡΤ. Οἱ φυλακισμένοι τοῦ ΠΑΣΟΚ κ.κ. Ι. Φλώρος, Α. Κουτσογιώργος καί Α. Κακλαμάνης καταγγέλλουν μέ ἐπερώτηση, πού κατάθεσαν χτές στή Βουλή, ἀθρόους διορισμούς ἀργομίσθων, κακή διαχείριση καί λεηλασία τοῦ δημοσίου χρήματος ἀπό ἀνθρώπους τοῦ κυβερνητικοῦ κόμματος. Παράλληλα τό προσωπικό ἔχει τελείως ἐγκαταλειφθεῖ καί κινδυνεύει νά ἐξανεμιστεῖ ἡ προσπάθεια. bbox=[981, 657, 1185, 765]
article-text: Ἀπορρίφθηκε κατάσταση ἐπικρατεῖ στήν ΕΡΤ. Οἱ φυλακισμένοι τοῦ ΠΑΣΟΚ κ.κ. Ι. Φλώρος, Α. Κουτσογιώργος καί Α. Κακλαμάνης καταγγέλλουν μέ ἐπερώτηση, πού κατάθεσαν χτές στή Βουλή, ἀθρόους διορισμούς ἀργομίσθων, κακή διαχείριση καί λεηλασία τοῦ δημοσίου χρήματος ἀπό ἀνθρώπους τοῦ κυβερνητικοῦ κόμματος. Παράλληλα τό προσωπικό ἔχει τελείως ἐγκαταλειφθεῖ καί κινδυνεύει νά ἐξανεμιστεῖ ἡ προσπάθεια. bbox=[85, 354, 234, 507]
article-text: Ἀπορρίφθηκε κατάσταση ἐπικρατεῖ στήν ΕΡΤ. Οἱ φυλακισμένοι τοῦ ΠΑΣΟΚ κ.κ. Ι. Φλώρος, Α. Κουτσογιώργος καί Α. Κακλαμάνης καταγγέλλουν μέ ἐπερώτηση, πού κατάθεσαν χτές στή Βουλή, ἀθρόους διορισμούς ἀργομίσθων, κακή διαχείριση καί λεηλασία τοῦ δημοσίου χρήματος ἀπό ἀνθρώπους τοῦ κυβερνητικοῦ κόμματος. Παράλληλα τό προσωπικό ἔχει τελείως ἐγκαταλειφθεῖ καί κινδυνεύει νά ἐξανεμιστεῖ ἡ προσπάθεια. bbox=[243, 927, 391, 1084]
questions-banner bbox=[85, 89, 391, 186]
listing-text: Ἀπορρίφθηκε κατάσταση ἐπικρατεῖ στήν ΕΡΤ. Οἱ φυλακισμένοι τοῦ ΠΑΣΟΚ κ.κ. Ι. Φλώρος, Α. Κουτσογιώργος καί Α. Κακλαμάνης καταγγέλλουν μέ ἐπερώτηση, πού κατάθεσαν χτές στή Βουλή, ἀθρόους διορισμούς ἀργομίσθων, κακή διαχείριση καί λεηλασία τοῦ δημοσίου χρήματος ἀπό ἀνθρώπους τοῦ κυβερνητικοῦ κόμματος. Παράλληλα τό προσωπικό ἔχει τελείως ἐγκαταλειφθεῖ καί κινδυνεύει νά ἐξανεμιστεῖ ἡ προσπάθεια. bbox=[1195, 857, 1434, 955]
listing-text: Ἀπορρίφθηκε κατάσταση ἐπικρατεῖ στήν ΕΡΤ. Οἱ φυλακισμένοι τοῦ ΠΑΣΟΚ κ.κ. Ι. Φλώρος, Α. Κουτσογιώργος καί Α. Κακλαμάνης καταγγέλλουν μέ ἐπερώτηση, πού κατάθεσαν χτές στή Βουλή, ἀθρόους διορισμούς ἀργομίσθων, κακή διαχείριση καί λεηλασία τοῦ δημοσίου χρήματος ἀπό ἀνθρώπους τοῦ κυβερνητικοῦ κόμματος. Παράλληλα τό προσωπικό ἔχει τελείως ἐγκαταλειφθεῖ καί κινδυνεύει νά ἐξανεμιστεῖ ἡ προσπάθεια. bbox=[787, 830, 972, 951]
listing-text: Ἀπορρίφθηκε κατάσταση ἐπικρατεῖ στήν ΕΡΤ. Οἱ φυλακισμένοι τοῦ ΠΑΣΟΚ κ.κ. Ι. Φλώρος, Α. Κουτσογιώργος καί Α. Κακλαμάνης καταγγέλλουν μέ ἐπερώτηση, πού κατάθεσαν χτές στή Βουλή, ἀθρόους διορισμούς ἀργομίσθων, κακή διαχείριση καί λεηλασία τοῦ δημοσίου χρήματος ἀπό ἀνθρώπους τοῦ κυβερνητικοῦ κόμματος. Παράλληλα τό προσωπικό ἔχει τελείως ἐγκαταλειφθεῖ καί κινδυνεύει νά ἐξανεμιστεῖ ἡ προσπάθεια. bbox=[1195, 980, 1434, 1079]
lenin-line-6: Ζωοδόχου Πηγής 16 — 'Αθήνα bbox=[153, 2449, 324, 2463]
listing-text: Ἀπορρίφθηκε κατάσταση ἐπικρατεῖ στήν ΕΡΤ. Οἱ φυλακισμένοι τοῦ ΠΑΣΟΚ κ.κ. Ι. Φλώρος, Α. Κουτσογιώργος καί Α. Κακλαμάνης καταγγέλλουν μέ ἐπερώτηση, πού κατάθεσαν χτές στή Βουλή, ἀθρόους διορισμούς ἀργομίσθων, κακή διαχείριση καί λεηλασία τοῦ δημοσίου χρήματος ἀπό ἀνθρώπους τοῦ κυβερνητικοῦ κόμματος. Παράλληλα τό προσωπικό ἔχει τελείως ἐγκαταλειφθεῖ καί κινδυνεύει νά ἐξανεμιστεῖ ἡ προσπάθεια. bbox=[787, 976, 972, 1096]
